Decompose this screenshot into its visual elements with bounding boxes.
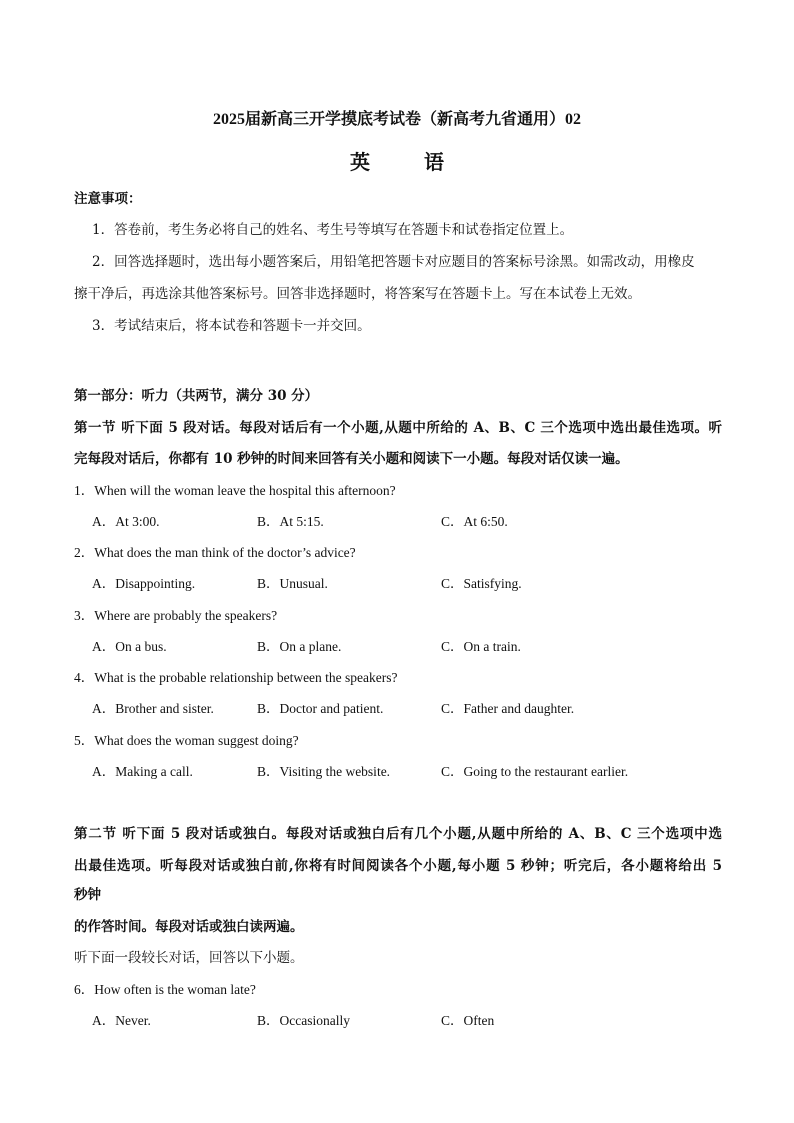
question-6-option-b: B．Occasionally	[257, 1013, 350, 1028]
section2-instruction-line4: 的作答时间。每段对话或独白读两遍。	[74, 919, 304, 935]
question-3-option-a: A．On a bus.	[92, 639, 167, 654]
subject-title: 英语	[350, 150, 498, 174]
question-1-option-c: C．At 6:50.	[441, 514, 508, 529]
section1-instruction-line1: 第一节 听下面 5 段对话。每段对话后有一个小题,从题中所给的 A、B、C 三个选项中选出最佳选项。听	[74, 420, 722, 436]
question-6-option-a: A．Never.	[92, 1013, 151, 1028]
question-2-stem: 2．What does the man think of the doctor’s advice?	[74, 545, 356, 560]
question-6-option-c: C．Often	[441, 1013, 495, 1028]
question-5-option-a: A．Making a call.	[92, 764, 193, 779]
notice-heading: 注意事项：	[74, 191, 142, 207]
question-2-option-b: B．Unusual.	[257, 576, 328, 591]
question-1-option-b: B．At 5:15.	[257, 514, 324, 529]
question-2-option-a: A．Disappointing.	[92, 576, 196, 591]
question-6-stem: 6．How often is the woman late?	[74, 982, 256, 997]
question-5-option-c: C．Going to the restaurant earlier.	[441, 764, 629, 779]
question-3-option-b: B．On a plane.	[257, 639, 342, 654]
question-2-option-c: C．Satisfying.	[441, 576, 522, 591]
part1-heading: 第一部分：听力（共两节，满分 30 分）	[74, 388, 319, 404]
question-1-option-a: A．At 3:00.	[92, 514, 160, 529]
question-3-option-c: C．On a train.	[441, 639, 521, 654]
question-5-option-b: B．Visiting the website.	[257, 764, 391, 779]
notice-item-3: 3．考试结束后，将本试卷和答题卡一并交回。	[92, 318, 371, 334]
question-4-option-b: B．Doctor and patient.	[257, 701, 384, 716]
section2-intro: 听下面一段较长对话，回答以下小题。	[74, 950, 304, 966]
section2-instruction-line1: 第二节 听下面 5 段对话或独白。每段对话或独白后有几个小题,从题中所给的 A、B、C 三个选项中选	[74, 826, 722, 842]
notice-item-1: 1．答卷前，考生务必将自己的姓名、考生号等填写在答题卡和试卷指定位置上。	[92, 222, 574, 238]
question-4-option-a: A．Brother and sister.	[92, 701, 214, 716]
question-4-stem: 4．What is the probable relationship between the speakers?	[74, 670, 398, 685]
notice-item-2-cont: 擦干净后，再选涂其他答案标号。回答非选择题时，将答案写在答题卡上。写在本试卷上无效。	[74, 286, 641, 302]
section1-instruction-line2: 完每段对话后，你都有 10 秒钟的时间来回答有关小题和阅读下一小题。每段对话仅读一遍。	[74, 451, 629, 467]
section2-instruction-line3: 秒钟	[74, 887, 101, 903]
question-5-stem: 5．What does the woman suggest doing?	[74, 733, 299, 748]
question-1-stem: 1．When will the woman leave the hospital this afternoon?	[74, 483, 396, 498]
notice-item-2: 2．回答选择题时，选出每小题答案后，用铅笔把答题卡对应题目的答案标号涂黑。如需改动，用橡皮	[92, 254, 695, 270]
question-3-stem: 3．Where are probably the speakers?	[74, 608, 278, 623]
exam-title: 2025届新高三开学摸底考试卷（新高考九省通用）02	[212, 111, 581, 128]
question-4-option-c: C．Father and daughter.	[441, 701, 575, 716]
section2-instruction-line2: 出最佳选项。听每段对话或独白前,你将有时间阅读各个小题,每小题 5 秒钟；听完后，各小题将给出 5	[74, 858, 722, 874]
